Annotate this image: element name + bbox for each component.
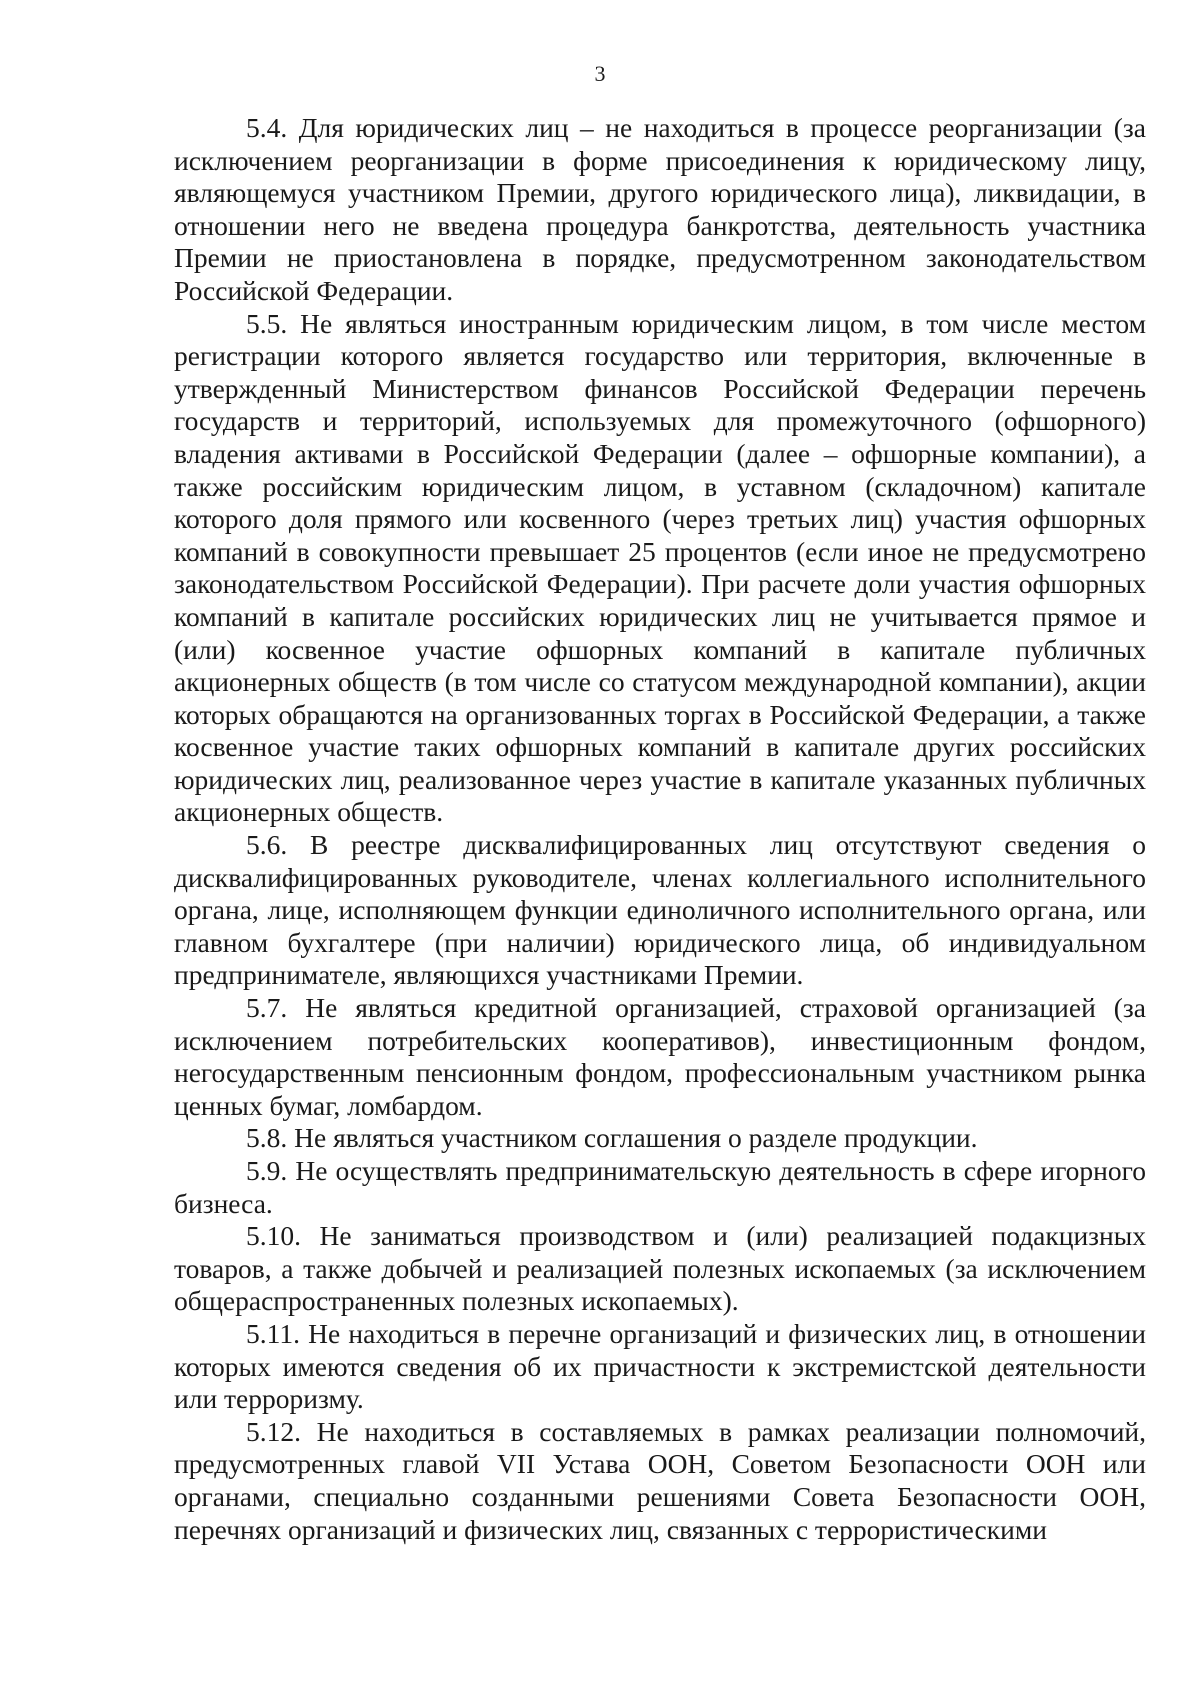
paragraph-5-7: 5.7. Не являться кредитной организацией, страховой организацией (за исключением потребительских кооперативов), инвестиционным фондом, негосударственным пенсионным фондом, профессиональным участником рынка ценных бумаг, ломбардом. — [174, 992, 1146, 1121]
paragraph-5-11: 5.11. Не находиться в перечне организаций и физических лиц, в отношении которых имеются сведения об их причастности к экстремистской деятельности или терроризму. — [174, 1317, 1146, 1415]
paragraph-5-8: 5.8. Не являться участником соглашения о разделе продукции. — [246, 1122, 978, 1154]
paragraph-5-6: 5.6. В реестре дисквалифицированных лиц отсутствуют сведения о дисквалифицированных руководителе, членах коллегиального исполнительного органа, лице, исполняющем функции единоличного исполнительного органа, или главном бухгалтере (при наличии) юридического лица, об индивидуальном предпринимателе, являющихся участниками Премии. — [174, 829, 1146, 991]
page-number: 3 — [594, 61, 606, 86]
paragraph-5-4: 5.4. Для юридических лиц – не находиться в процессе реорганизации (за исключением реорганизации в форме присоединения к юридическому лицу, являющемуся участником Премии, другого юридического лица), ликвидации, в отношении него не введена процедура банкротства, деятельность участника Премии не приостановлена в порядке, предусмотренном законодательством Российской Федерации. — [174, 112, 1146, 306]
paragraph-5-12: 5.12. Не находиться в составляемых в рамках реализации полномочий, предусмотренных главой VII Устава ООН, Советом Безопасности ООН или органами, специально созданными решениями Совета Безопасности ООН, перечнях организаций и физических лиц, связанных с террористическими — [174, 1415, 1146, 1545]
paragraph-5-5: 5.5. Не являться иностранным юридическим лицом, в том числе местом регистрации которого является государство или территория, включенные в утвержденный Министерством финансов Российской Федерации перечень государств и территорий, используемых для промежуточного (офшорного) владения активами в Российской Федерации (далее – офшорные компании), а также российским юридическим лицом, в уставном (складочном) капитале которого доля прямого или косвенного (через третьих лиц) участия офшорных компаний в совокупности превышает 25 процентов (если иное не предусмотрено законодательством Российской Федерации). При расчете доли участия офшорных компаний в капитале российских юридических лиц не учитывается прямое и (или) косвенное участие офшорных компаний в капитале публичных акционерных обществ (в том числе со статусом международной компании), акции которых обращаются на организованных торгах в Российской Федерации, а также косвенное участие таких офшорных компаний в капитале других российских юридических лиц, реализованное через участие в капитале указанных публичных акционерных обществ. — [174, 307, 1146, 828]
paragraph-5-9: 5.9. Не осуществлять предпринимательскую деятельность в сфере игорного бизнеса. — [174, 1155, 1146, 1219]
document-body — [174, 112, 1146, 1546]
paragraph-5-10: 5.10. Не заниматься производством и (или) реализацией подакцизных товаров, а также добычей и реализацией полезных ископаемых (за исключением общераспространенных полезных ископаемых). — [174, 1220, 1146, 1317]
